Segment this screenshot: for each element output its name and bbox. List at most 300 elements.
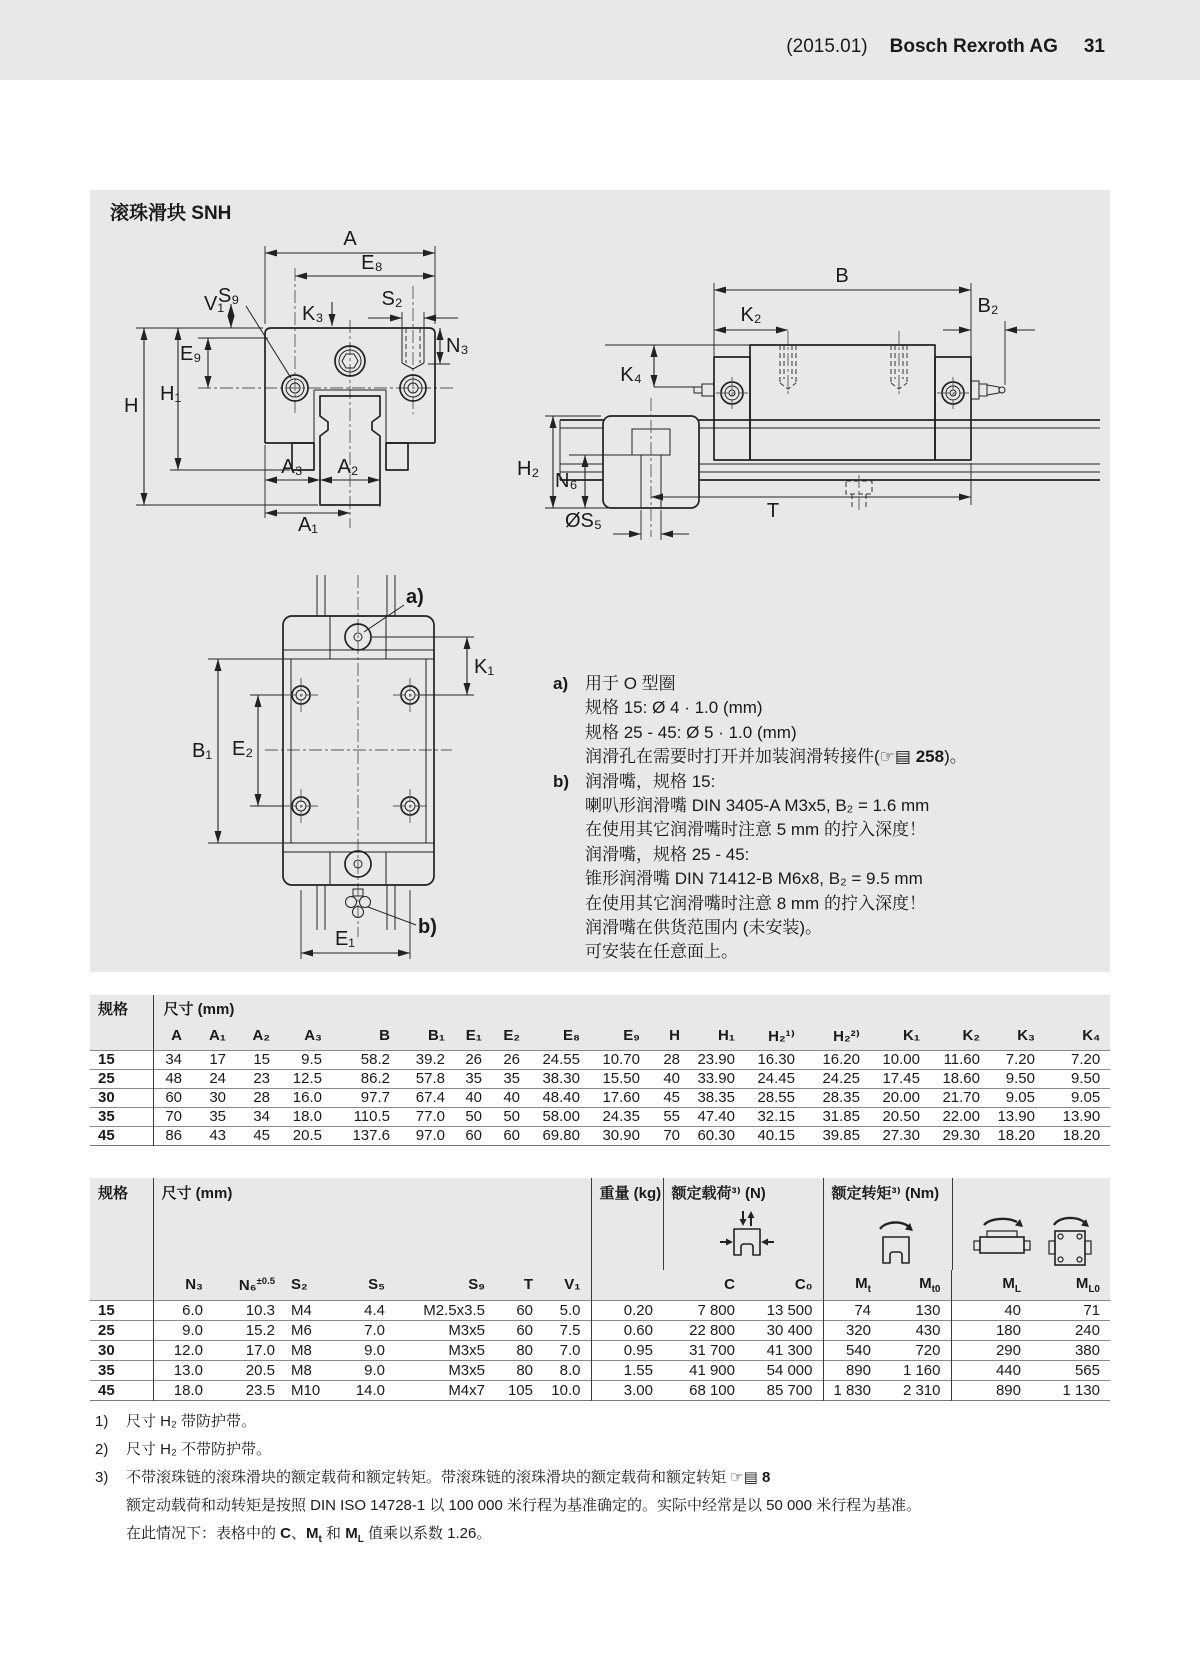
cell: 18.0 xyxy=(292,1108,322,1125)
col-header-base: M xyxy=(855,1274,868,1292)
cell: 20.00 xyxy=(882,1089,920,1106)
cell: 380 xyxy=(1074,1341,1100,1359)
cell: 70 xyxy=(663,1127,680,1144)
cell: 430 xyxy=(915,1321,941,1339)
side-view-drawing xyxy=(505,235,1105,565)
table-row xyxy=(90,1360,1110,1380)
size-cell: 25 xyxy=(90,1069,153,1088)
col-header: K₃ xyxy=(1017,1027,1035,1045)
cell: 57.8 xyxy=(415,1070,445,1087)
cell: 86 xyxy=(165,1127,182,1144)
cell: 9.0 xyxy=(182,1321,203,1339)
cell: 50 xyxy=(465,1108,482,1125)
cell: 40.15 xyxy=(757,1127,795,1144)
cell: 40 xyxy=(465,1089,482,1106)
page-number: 31 xyxy=(1083,36,1105,57)
dim-label-h: H xyxy=(124,395,139,417)
cell: 1 830 xyxy=(823,1380,881,1400)
col-header: H xyxy=(669,1027,680,1045)
cell: 13.90 xyxy=(997,1108,1035,1125)
cell: 48.40 xyxy=(542,1089,580,1106)
cell: 105 xyxy=(507,1381,533,1399)
page-header-band xyxy=(0,0,1200,80)
cell: 28 xyxy=(253,1089,270,1106)
cell: 35 xyxy=(209,1108,226,1125)
table2-torque-header xyxy=(823,1178,1110,1270)
cell: 22.00 xyxy=(942,1108,980,1125)
cell: 23 xyxy=(253,1070,270,1087)
cell: 21.70 xyxy=(942,1089,980,1106)
cell: 9.05 xyxy=(1005,1089,1035,1106)
cell: 30 xyxy=(209,1089,226,1106)
page-reference: 8 xyxy=(761,1469,771,1486)
table-row xyxy=(90,1088,1110,1107)
cell: M8 xyxy=(291,1361,312,1379)
col-header-tolerance: ±0.5 xyxy=(256,1275,275,1287)
fn3-mt-sub: t xyxy=(318,1534,322,1545)
cell: 14.0 xyxy=(355,1381,385,1399)
torque-yaw-end-icon xyxy=(1042,1209,1100,1269)
cell: 24.35 xyxy=(602,1108,640,1125)
dim-label-k3: K₃ xyxy=(302,303,324,325)
footnote-3-text: 不带滚珠链的滚珠滑块的额定载荷和额定转矩。带滚珠链的滚珠滑块的额定载荷和额定转矩 ☞▤ xyxy=(126,1469,762,1486)
cell: 16.0 xyxy=(292,1089,322,1106)
cell: 240 xyxy=(1074,1321,1100,1339)
col-header: H₁ xyxy=(717,1027,735,1045)
cell: 40 xyxy=(663,1070,680,1087)
col-header-sub: L0 xyxy=(1088,1283,1100,1295)
note-a xyxy=(553,672,1098,770)
cell: 2 310 xyxy=(902,1381,941,1399)
cell: 39.2 xyxy=(415,1051,445,1068)
note-b-marker: b) xyxy=(553,771,570,791)
cell: 0.20 xyxy=(591,1300,663,1320)
cell: M3x5 xyxy=(448,1341,485,1359)
col-header: E₂ xyxy=(503,1027,520,1045)
cell: 10.70 xyxy=(602,1051,640,1068)
dim-label-s2: S₂ xyxy=(381,288,403,310)
col-header: H₂²⁾ xyxy=(833,1027,860,1045)
page-reference: 258 xyxy=(915,747,945,767)
table-row xyxy=(90,1340,1110,1360)
cell: 80 xyxy=(516,1341,533,1359)
col-header: S₂ xyxy=(291,1276,308,1294)
cell: 10.0 xyxy=(551,1381,581,1399)
note-b-line: 润滑嘴，规格 15: xyxy=(585,771,716,791)
page-header-text xyxy=(786,36,1105,58)
cell: 9.0 xyxy=(364,1361,385,1379)
note-a-marker: a) xyxy=(553,674,569,693)
cell: 30.90 xyxy=(602,1127,640,1144)
cell: M6 xyxy=(291,1321,312,1339)
cell: M2.5x3.5 xyxy=(423,1301,485,1319)
fn3-c: C xyxy=(280,1525,292,1542)
cell: 60 xyxy=(465,1127,482,1144)
cell: 9.5 xyxy=(301,1051,322,1068)
cell: 41 900 xyxy=(689,1361,735,1379)
cell: 18.60 xyxy=(942,1070,980,1087)
note-b-line: 可安装在任意面上。 xyxy=(585,942,738,962)
cell: 20.5 xyxy=(245,1361,275,1379)
table2-load-header xyxy=(663,1178,823,1270)
dim-label-a3: A₃ xyxy=(281,456,303,478)
cell: 180 xyxy=(951,1320,1031,1340)
dim-label-e1: E₁ xyxy=(334,928,356,950)
fn3-mt: M xyxy=(306,1525,319,1542)
cell: 45 xyxy=(253,1127,270,1144)
cell: 70 xyxy=(165,1108,182,1125)
footnote-3-cont xyxy=(90,1492,1130,1520)
cell: 97.0 xyxy=(415,1127,445,1144)
col-header: K₁ xyxy=(902,1027,920,1045)
col-header: C₀ xyxy=(794,1276,813,1294)
dim-label-e2: E₂ xyxy=(232,738,254,760)
cell: 7.5 xyxy=(559,1321,581,1339)
cell: 80 xyxy=(516,1361,533,1379)
cell: 17.0 xyxy=(245,1341,275,1359)
col-header-sub: t0 xyxy=(931,1283,941,1295)
cell: 320 xyxy=(823,1320,881,1340)
col-header: B₁ xyxy=(427,1027,445,1045)
fn3-text: 在此情况下：表格中的 xyxy=(126,1525,281,1542)
cell: 130 xyxy=(915,1301,941,1319)
cell: 22 800 xyxy=(689,1321,735,1339)
col-header xyxy=(881,1270,951,1300)
cell: 13.0 xyxy=(173,1361,203,1379)
cell: 565 xyxy=(1074,1361,1100,1379)
cell: 16.30 xyxy=(757,1051,795,1068)
dim-label-b2: B₂ xyxy=(977,295,999,317)
cell: 7 800 xyxy=(697,1301,735,1319)
cell: 26 xyxy=(465,1051,482,1068)
cell: 97.7 xyxy=(360,1089,390,1106)
cell: 20.50 xyxy=(882,1108,920,1125)
footnote-3-line1 xyxy=(126,1464,1130,1492)
side-view-geometry xyxy=(560,331,1100,537)
table2-spec-header: 规格 xyxy=(90,1178,153,1270)
cell: 13.90 xyxy=(1062,1108,1101,1125)
col-header: E₁ xyxy=(465,1027,482,1045)
cell: 16.20 xyxy=(822,1051,860,1068)
load-header-label: 额定载荷³⁾ (N) xyxy=(671,1185,766,1202)
cell: 10.00 xyxy=(882,1051,920,1068)
cell: 24 xyxy=(209,1070,226,1087)
dimension-table xyxy=(90,995,1110,1146)
cell: 85 700 xyxy=(766,1381,813,1399)
table2-dims-header: 尺寸 (mm) xyxy=(161,1185,233,1202)
annotation-notes xyxy=(553,672,1098,965)
cell: 38.35 xyxy=(697,1089,735,1106)
cell: 28.35 xyxy=(822,1089,860,1106)
section-title: 滚珠滑块 SNH xyxy=(110,203,232,224)
cell: 1.55 xyxy=(591,1360,663,1380)
cell: 24.55 xyxy=(542,1051,580,1068)
cell: 9.50 xyxy=(1005,1070,1035,1087)
footnote-3-marker: 3) xyxy=(95,1469,109,1486)
cell: 5.0 xyxy=(559,1301,581,1319)
cell: 31 700 xyxy=(689,1341,735,1359)
col-header: H₂¹⁾ xyxy=(768,1027,795,1045)
col-header: E₈ xyxy=(562,1027,580,1045)
top-view-drawing xyxy=(190,545,510,970)
col-header: A₁ xyxy=(208,1027,226,1045)
col-header xyxy=(1031,1270,1110,1300)
cell: M3x5 xyxy=(448,1321,485,1339)
cell: 11.60 xyxy=(943,1051,980,1068)
cell: M10 xyxy=(291,1381,321,1399)
col-header-base: M xyxy=(1075,1274,1089,1292)
cell: 9.05 xyxy=(1071,1089,1101,1106)
size-cell: 45 xyxy=(90,1126,153,1145)
note-b-line: 润滑嘴在供货范围内 (未安装)。 xyxy=(585,918,823,938)
dim-label-e9: E₉ xyxy=(180,343,202,365)
cell: 15 xyxy=(253,1051,270,1068)
cell: 890 xyxy=(823,1360,881,1380)
note-b xyxy=(553,770,1098,965)
size-cell: 30 xyxy=(90,1088,153,1107)
col-header-base: M xyxy=(919,1274,932,1292)
cell: 1 130 xyxy=(1062,1381,1100,1399)
cell: 45 xyxy=(663,1089,680,1106)
col-header: K₄ xyxy=(1082,1027,1101,1045)
footnote-2-text: 尺寸 H₂ 不带防护带。 xyxy=(126,1441,271,1458)
cell: 41 300 xyxy=(766,1341,813,1359)
note-a-line: 规格 25 - 45: Ø 5 · 1.0 (mm) xyxy=(585,722,797,742)
cell: 18.0 xyxy=(173,1381,203,1399)
dim-label-h1: H₁ xyxy=(160,383,182,405)
cell: 0.95 xyxy=(591,1340,663,1360)
cell: 4.4 xyxy=(364,1301,385,1319)
size-cell: 35 xyxy=(90,1107,153,1126)
size-cell: 45 xyxy=(90,1380,153,1400)
col-header: K₂ xyxy=(962,1027,980,1045)
note-a-ref-pre: 润滑孔在需要时打开并加装润滑转接件(☞▤ xyxy=(585,747,916,767)
cell: 40 xyxy=(503,1089,520,1106)
footnote-1-marker: 1) xyxy=(95,1413,109,1430)
note-b-line: 在使用其它润滑嘴时注意 8 mm 的拧入深度！ xyxy=(585,893,926,913)
cell: 17 xyxy=(209,1051,226,1068)
table2-weight-header: 重量 (kg) xyxy=(591,1178,663,1270)
cell: 27.30 xyxy=(882,1127,920,1144)
cell: 60 xyxy=(503,1127,520,1144)
cell: 24.25 xyxy=(822,1070,860,1087)
cell: 34 xyxy=(165,1051,182,1068)
dim-label-s5: ØS₅ xyxy=(565,510,602,532)
table-row xyxy=(90,1069,1110,1088)
note-a-ref-post: )。 xyxy=(944,747,967,767)
footnote-3 xyxy=(90,1464,1130,1492)
size-cell: 25 xyxy=(90,1320,153,1340)
cell: 38.30 xyxy=(542,1070,580,1087)
footnote-2 xyxy=(90,1436,1130,1464)
size-cell: 35 xyxy=(90,1360,153,1380)
col-header: V₁ xyxy=(564,1276,581,1294)
dim-label-t: T xyxy=(766,500,780,522)
col-header xyxy=(823,1270,881,1300)
dim-label-v1: V₁ xyxy=(204,293,225,315)
top-view-labels xyxy=(192,586,494,950)
cell: 47.40 xyxy=(697,1108,735,1125)
dim-label-n3: N₃ xyxy=(446,335,469,357)
footnote-1 xyxy=(90,1408,1130,1436)
size-cell: 30 xyxy=(90,1340,153,1360)
cell: 540 xyxy=(823,1340,881,1360)
cell: 18.20 xyxy=(997,1127,1035,1144)
torque-pitch-side-icon xyxy=(970,1209,1034,1265)
footnote-3-line2: 额定动载荷和动转矩是按照 DIN ISO 14728-1 以 100 000 米行程为基准确定的。实际中经常是以 50 000 米行程为基准。 xyxy=(126,1497,922,1514)
torque-roll-icon xyxy=(867,1213,925,1269)
cell: 13 500 xyxy=(766,1301,813,1319)
cell: 24.45 xyxy=(757,1070,795,1087)
cell: 54 000 xyxy=(766,1361,813,1379)
dim-label-b: B xyxy=(835,265,849,287)
cell: 60 xyxy=(516,1301,533,1319)
cell: 31.85 xyxy=(822,1108,860,1125)
cell: 67.4 xyxy=(415,1089,445,1106)
col-header-sub: L xyxy=(1014,1283,1021,1295)
table1-dims-header: 尺寸 (mm) xyxy=(163,1001,235,1018)
cell: 7.0 xyxy=(364,1321,385,1339)
cell: 0.60 xyxy=(591,1320,663,1340)
size-cell: 15 xyxy=(90,1050,153,1069)
table1-spec-header: 规格 xyxy=(90,995,153,1022)
cell: M4 xyxy=(291,1301,312,1319)
callout-label-a: a) xyxy=(406,586,424,608)
cell: 58.2 xyxy=(360,1051,390,1068)
col-header: C xyxy=(724,1276,735,1294)
cell: 35 xyxy=(503,1070,520,1087)
cell: 15.2 xyxy=(245,1321,275,1339)
fn3-text: 和 xyxy=(321,1525,346,1542)
dim-label-k2: K₂ xyxy=(740,304,762,326)
footnotes xyxy=(90,1408,1130,1554)
table-row xyxy=(90,1300,1110,1320)
col-header-base: N₆ xyxy=(238,1276,257,1294)
cell: 15.50 xyxy=(602,1070,640,1087)
footnote-2-marker: 2) xyxy=(95,1441,109,1458)
cell: 40 xyxy=(951,1300,1031,1320)
cell: 33.90 xyxy=(697,1070,735,1087)
cell: 35 xyxy=(465,1070,482,1087)
note-b-line: 在使用其它润滑嘴时注意 5 mm 的拧入深度！ xyxy=(585,820,926,840)
torque-header-label: 额定转矩³⁾ (Nm) xyxy=(831,1185,940,1202)
col-header: S₉ xyxy=(468,1276,485,1294)
table-row xyxy=(90,1126,1110,1145)
cell: 440 xyxy=(951,1360,1031,1380)
fn3-ml: M xyxy=(345,1525,358,1542)
col-header: N₃ xyxy=(185,1276,203,1294)
cell: 60 xyxy=(516,1321,533,1339)
fn3-ml-sub: L xyxy=(357,1534,364,1545)
dim-label-e8: E₈ xyxy=(361,252,383,274)
cell: 60 xyxy=(165,1089,182,1106)
col-header-base: M xyxy=(1002,1274,1015,1292)
cell: 32.15 xyxy=(757,1108,795,1125)
col-header xyxy=(591,1270,663,1300)
table-row xyxy=(90,1107,1110,1126)
cell: 43 xyxy=(209,1127,226,1144)
cell: 50 xyxy=(503,1108,520,1125)
dim-label-a: A xyxy=(343,228,357,250)
table1-blank-header xyxy=(90,1022,153,1050)
cell: 86.2 xyxy=(360,1070,390,1087)
front-view-geometry xyxy=(198,268,455,528)
cell: 74 xyxy=(823,1300,881,1320)
rating-table xyxy=(90,1178,1110,1401)
footnote-3-line3 xyxy=(126,1520,1130,1554)
footnote-blank-marker xyxy=(90,1520,126,1554)
cell: 12.5 xyxy=(292,1070,322,1087)
cell: 110.5 xyxy=(353,1108,390,1125)
front-view-labels xyxy=(124,228,469,536)
cell: 68 100 xyxy=(689,1381,735,1399)
dim-label-n6: N₆ xyxy=(555,470,578,492)
cell: 7.20 xyxy=(1005,1051,1035,1068)
cell: 23.5 xyxy=(245,1381,275,1399)
cell: 7.20 xyxy=(1071,1051,1101,1068)
cell: 71 xyxy=(1083,1301,1100,1319)
note-b-line: 喇叭形润滑嘴 DIN 3405-A M3x5, B₂ = 1.6 mm xyxy=(585,796,930,816)
note-a-line xyxy=(585,745,1098,769)
col-header: S₅ xyxy=(368,1276,385,1294)
dim-label-s9: S₉ xyxy=(218,285,240,307)
cell: 39.85 xyxy=(822,1127,860,1144)
cell: 8.0 xyxy=(559,1361,581,1379)
dim-label-b1: B₁ xyxy=(192,740,213,762)
dim-label-a1: A₁ xyxy=(297,514,319,536)
cell: 28 xyxy=(663,1051,680,1068)
cell: 60.30 xyxy=(697,1127,735,1144)
dim-label-k4: K₄ xyxy=(620,364,642,386)
footnote-3-cont xyxy=(90,1520,1130,1554)
cell: 29.30 xyxy=(942,1127,980,1144)
cell: 26 xyxy=(503,1051,520,1068)
cell: M3x5 xyxy=(448,1361,485,1379)
cell: 30 400 xyxy=(766,1321,813,1339)
cell: 9.50 xyxy=(1071,1070,1101,1087)
cell: 720 xyxy=(915,1341,941,1359)
dim-label-a2: A₂ xyxy=(337,456,359,478)
cell: 18.20 xyxy=(1062,1127,1101,1144)
col-header: A₂ xyxy=(252,1027,270,1045)
note-b-line: 润滑嘴，规格 25 - 45: xyxy=(585,844,750,864)
cell: 290 xyxy=(951,1340,1031,1360)
col-header: B xyxy=(379,1027,390,1045)
top-view-geometry xyxy=(265,575,452,937)
table-row xyxy=(90,1380,1110,1400)
cell: 1 160 xyxy=(902,1361,941,1379)
note-a-line: 用于 O 型圈 xyxy=(585,674,676,693)
fn3-text: 、 xyxy=(291,1525,307,1542)
drawing-panel xyxy=(90,190,1110,972)
fn3-text: 值乘以系数 1.26。 xyxy=(363,1525,492,1542)
cell: 69.80 xyxy=(542,1127,580,1144)
note-a-line: 规格 15: Ø 4 · 1.0 (mm) xyxy=(585,698,763,718)
cell: 28.55 xyxy=(757,1089,795,1106)
cell: 137.6 xyxy=(352,1127,390,1144)
cell: 58.00 xyxy=(542,1108,580,1125)
edition-date: (2015.01) xyxy=(786,36,868,57)
brand-name: Bosch Rexroth AG xyxy=(889,36,1058,57)
col-header: A xyxy=(171,1027,182,1045)
cell: 77.0 xyxy=(415,1108,445,1125)
col-header-sub: t xyxy=(867,1283,871,1295)
table-row xyxy=(90,1050,1110,1069)
dim-label-k1: K₁ xyxy=(474,656,495,678)
side-view-labels xyxy=(517,265,999,532)
cell: 20.5 xyxy=(292,1127,322,1144)
front-view-drawing xyxy=(110,228,520,540)
